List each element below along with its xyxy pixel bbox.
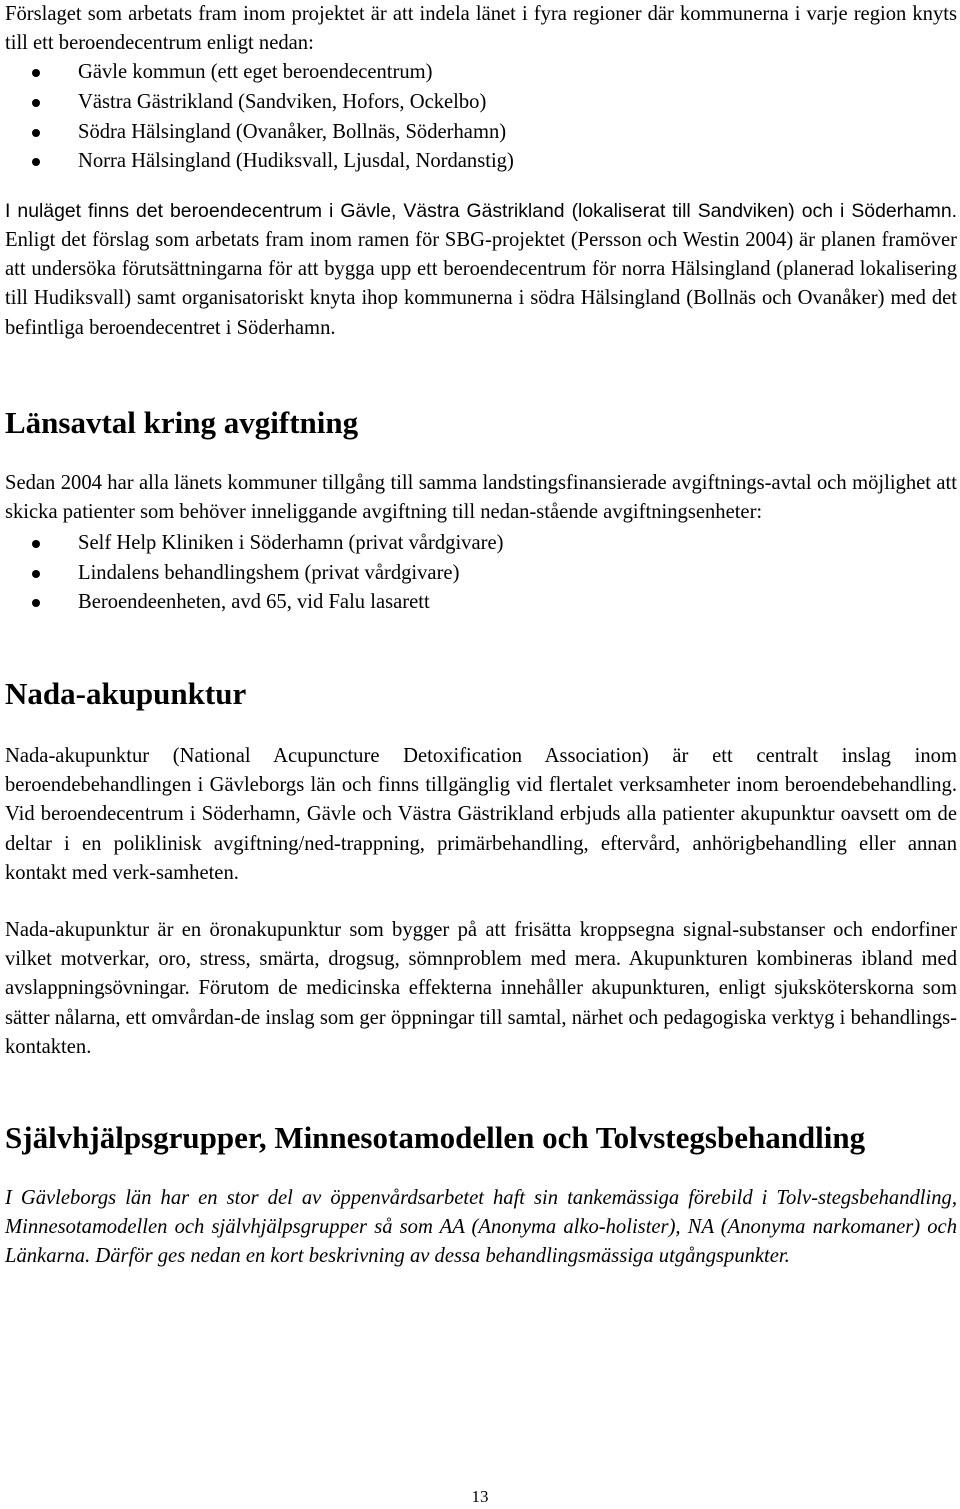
bullet-icon [32, 99, 40, 107]
status-paragraph [5, 197, 957, 343]
bullet-icon [32, 570, 40, 578]
region-list [5, 58, 957, 176]
bullet-icon [32, 129, 40, 137]
bullet-icon [32, 540, 40, 548]
list-item: Gävle kommun (ett eget beroendecentrum) [5, 58, 957, 88]
list-item: Lindalens behandlingshem (privat vårdgivare) [5, 559, 957, 589]
section-heading-sjalvhjalp: Självhjälpsgrupper, Minnesotamodellen och Tolvstegsbehandling [5, 1120, 866, 1156]
bullet-icon [32, 69, 40, 77]
list-item: Self Help Kliniken i Söderhamn (privat vårdgivare) [5, 529, 957, 559]
bullet-icon [32, 599, 40, 607]
list-item: Västra Gästrikland (Sandviken, Hofors, Ockelbo) [5, 88, 957, 118]
list-item: Beroendeenheten, avd 65, vid Falu lasarett [5, 588, 957, 618]
lansavtal-paragraph: Sedan 2004 har alla länets kommuner tillgång till samma landstingsfinansierade avgiftnings-avtal och möjlighet att skicka patienter som behöver inneliggande avgiftning till nedan-stående avgiftningsenheter: [5, 471, 957, 523]
status-sans-text: I nuläget finns det beroendecentrum i Gävle, Västra Gästrikland (lokaliserat till Sandviken) och i Söderhamn. [5, 199, 957, 222]
page-number: 13 [471, 1487, 489, 1506]
intro-lead-paragraph: Förslaget som arbetats fram inom projektet är att indela länet i fyra regioner där kommunerna i varje region knyts till ett beroendecentrum enligt nedan: [5, 3, 957, 55]
avgiftning-unit-list [5, 529, 957, 618]
bullet-icon [32, 158, 40, 166]
document-page [5, 0, 957, 1272]
section-heading-lansavtal: Länsavtal kring avgiftning [5, 404, 359, 440]
sjalvhjalp-paragraph: I Gävleborgs län har en stor del av öppenvårdsarbetet haft sin tankemässiga förebild i Tolv-stegsbehandling, Minnesotamodellen och självhjälpsgrupper så som AA (Anonyma alko-holister), NA (Anonyma narkomaner) och Länkarna. Därför ges nedan en kort beskrivning av dessa behandlingsmässiga utgångspunkter. [5, 1187, 957, 1268]
list-item: Södra Hälsingland (Ovanåker, Bollnäs, Söderhamn) [5, 118, 957, 148]
list-item: Norra Hälsingland (Hudiksvall, Ljusdal, Nordanstig) [5, 147, 957, 177]
nada-paragraph-2: Nada-akupunktur är en öronakupunktur som bygger på att frisätta kroppsegna signal-substanser och endorfiner vilket motverkar, oro, stress, smärta, drogsug, sömnproblem med mera. Akupunkturen kombineras ibland med avslappningsövningar. Förutom de medicinska effekterna innehåller akupunkturen, enligt sjuksköterskorna som sätter nålarna, ett omvårdan-de inslag som ger öppningar till samtal, närhet och pedagogiska verktyg i behandlings-kontakten. [5, 919, 957, 1058]
section-heading-nada: Nada-akupunktur [5, 675, 247, 711]
nada-paragraph-1: Nada-akupunktur (National Acupuncture Detoxification Association) är ett centralt inslag inom beroendebehandlingen i Gävleborgs län och finns tillgänglig vid flertalet verksamheter inom beroendebehandling. Vid beroendecentrum i Söderhamn, Gävle och Västra Gästrikland erbjuds alla patienter akupunktur oavsett om de deltar i en poliklinisk avgiftning/ned-trappning, primärbehandling, eftervård, anhörigbehandling eller annan kontakt med verk-samheten. [5, 744, 957, 884]
status-serif-text: Enligt det förslag som arbetats fram inom ramen för SBG-projektet (Persson och Westin 2004) är planen framöver att undersöka förutsättningarna för att bygga upp ett beroendecentrum för norra Hälsingland (planerad lokalisering till Hudiksvall) samt organisatoriskt knyta ihop kommunerna i södra Hälsingland (Bollnäs och Ovanåker) med det befintliga beroendecentret i Söderhamn. [5, 228, 957, 339]
